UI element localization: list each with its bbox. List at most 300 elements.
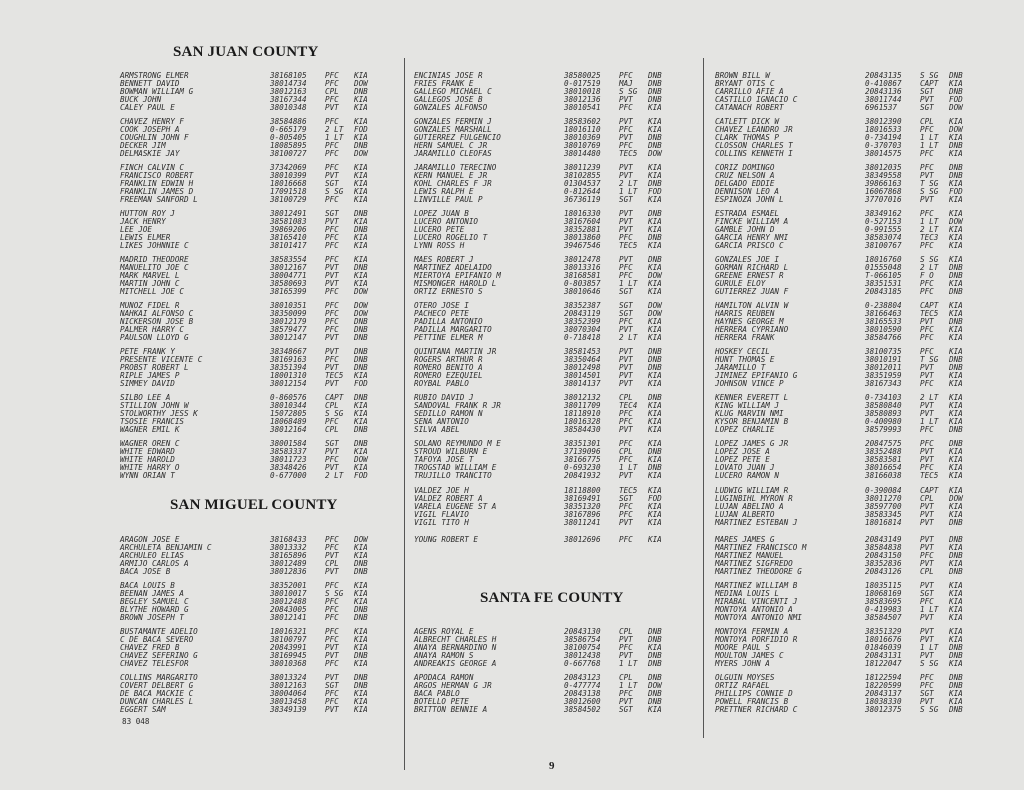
entry-rank: S SG (325, 187, 344, 197)
entry-rank: CAPT (920, 486, 939, 495)
entry-name: TRUJILLO TRANCITO (414, 471, 492, 481)
entry-rank: PVT (325, 347, 339, 356)
entry-status: KIA (648, 643, 662, 653)
entry-serial-number: 38165533 (865, 317, 902, 327)
entry-status: KIA (354, 401, 368, 411)
entry-name: WAGNER EMIL K (120, 425, 180, 435)
entry-name: LOVATO JUAN J (715, 463, 775, 473)
entry-name: ARAGON JOSE E (120, 535, 180, 544)
entry-rank: PFC (325, 95, 339, 105)
entry-serial-number: 18068489 (270, 417, 307, 427)
entry-rank: PFC (920, 347, 934, 356)
entry-serial-number: 38012438 (564, 651, 601, 661)
entry-name: SENA ANTONIO (414, 417, 469, 427)
entry-status: DNB (949, 567, 963, 577)
entry-rank: PVT (920, 613, 934, 623)
entry-status: DNB (949, 535, 963, 544)
entry-rank: PFC (325, 309, 339, 319)
entry-serial-number: 38010646 (564, 287, 601, 297)
entry-serial-number: 18122594 (865, 673, 902, 682)
entry-serial-number: 38100729 (270, 195, 307, 205)
entry-serial-number: 38012390 (865, 117, 902, 126)
entry-status: DNB (949, 317, 963, 327)
entry-rank: PFC (619, 439, 633, 448)
entry-serial-number: 0-803857 (564, 279, 601, 289)
entry-serial-number: 38348667 (270, 347, 307, 356)
entry-rank: CPL (920, 494, 934, 504)
entry-status: KIA (949, 455, 963, 465)
entry-rank: PFC (920, 439, 934, 448)
entry-status: DNB (949, 551, 963, 561)
entry-rank: PFC (920, 681, 934, 691)
entry-name: SILBO LEE A (120, 393, 171, 402)
entry-name: MARTIN JOHN C (120, 279, 180, 289)
entry-status: DNB (949, 681, 963, 691)
entry-rank: PVT (325, 271, 339, 281)
entry-rank: PFC (619, 689, 633, 699)
entry-rank: SGT (325, 681, 339, 691)
entry-status: KIA (648, 287, 662, 297)
entry-name: MARTINEZ ESTEBAN J (715, 518, 798, 528)
entry-status: KIA (648, 439, 662, 448)
entry-rank: PFC (619, 502, 633, 512)
entry-serial-number: 0-400980 (865, 417, 902, 427)
entry-name: MARTINEZ FRANCISCO M (715, 543, 807, 553)
entry-serial-number: 0-812644 (564, 187, 601, 197)
entry-rank: T SG (920, 355, 939, 365)
entry-status: KIA (648, 195, 662, 205)
entry-name: HERN SAMUEL C JR (414, 141, 488, 151)
entry-status: KIA (648, 217, 662, 227)
entry-serial-number: 20843123 (564, 673, 601, 682)
entry-status: DNB (648, 673, 662, 682)
entry-rank: SGT (920, 87, 934, 97)
entry-rank: PFC (325, 141, 339, 151)
entry-status: DOW (949, 103, 963, 113)
entry-name: CARRILLO AFIE A (715, 87, 784, 97)
entry-name: DELGADO EDDIE (715, 179, 775, 189)
entry-serial-number: 38012488 (270, 597, 307, 607)
entry-serial-number: 36736119 (564, 195, 601, 205)
entry-status: DNB (949, 651, 963, 661)
entry-status: KIA (648, 401, 662, 411)
entry-status: DOW (354, 301, 368, 310)
entry-name: ARCHULETA BENJAMIN C (120, 543, 212, 553)
entry-status: KIA (949, 597, 963, 607)
entry-rank: PFC (920, 163, 934, 172)
entry-rank: CPL (619, 627, 633, 636)
entry-name: MONTOYA FERMIN A (715, 627, 789, 636)
entry-rank: MAJ (619, 79, 633, 89)
entry-status: DNB (354, 439, 368, 448)
entry-status: DOW (354, 287, 368, 297)
entry-rank: PVT (619, 217, 633, 227)
entry-status: KIA (354, 417, 368, 427)
entry-serial-number: 38012154 (270, 379, 307, 389)
entry-status: DNB (354, 363, 368, 373)
entry-status: KIA (949, 559, 963, 569)
entry-status: KIA (949, 613, 963, 623)
entry-serial-number: 38352399 (564, 317, 601, 327)
entry-name: DENNISON LEO A (715, 187, 780, 197)
entry-name: KERN MANUEL E JR (414, 171, 488, 181)
entry-rank: PVT (619, 371, 633, 381)
entry-status: KIA (949, 627, 963, 636)
entry-name: CALEY PAUL E (120, 103, 175, 113)
entry-rank: 2 LT (920, 393, 939, 402)
entry-serial-number: 38012179 (270, 317, 307, 327)
entry-name: WYNN ORIAN T (120, 471, 175, 481)
entry-name: MARTINEZ MANUEL (715, 551, 784, 561)
entry-rank: PVT (920, 171, 934, 181)
entry-rank: PVT (619, 163, 633, 172)
entry-rank: PVT (920, 401, 934, 411)
entry-serial-number: 38583695 (865, 597, 902, 607)
entry-serial-number: 38166038 (865, 471, 902, 481)
entry-serial-number: 38070304 (564, 325, 601, 335)
entry-name: FRIES FRANK E (414, 79, 474, 89)
entry-name: LUCERO ROGELIO T (414, 233, 488, 243)
entry-status: DOW (949, 217, 963, 227)
entry-serial-number: 38011744 (865, 95, 902, 105)
entry-rank: 1 LT (619, 681, 638, 691)
entry-rank: SGT (920, 589, 934, 599)
entry-rank: PVT (325, 279, 339, 289)
entry-status: DNB (648, 255, 662, 264)
entry-name: FRANKLIN EDWIN H (120, 179, 194, 189)
entry-status: DNB (949, 271, 963, 281)
entry-rank: PVT (619, 697, 633, 707)
entry-serial-number: 38352387 (564, 301, 601, 310)
entry-rank: PVT (325, 103, 339, 113)
entry-name: TSOSIE FRANCIS (120, 417, 185, 427)
entry-status: KIA (648, 317, 662, 327)
entry-name: CHAVEZ FRED B (120, 643, 180, 653)
entry-serial-number: 38101417 (270, 241, 307, 251)
entry-rank: F O (920, 271, 934, 281)
entry-rank: PFC (325, 605, 339, 615)
entry-status: DNB (949, 87, 963, 97)
entry-name: ROMERO EZEQUIEL (414, 371, 483, 381)
entry-status: KIA (949, 393, 963, 402)
entry-name: CHAVEZ HENRY F (120, 117, 185, 126)
entry-rank: CPL (920, 117, 934, 126)
entry-serial-number: 38167343 (865, 379, 902, 389)
entry-serial-number: 38012167 (270, 263, 307, 273)
entry-rank: PFC (920, 241, 934, 251)
entry-status: KIA (354, 187, 368, 197)
county-heading-san-juan: SAN JUAN COUNTY (173, 44, 319, 60)
entry-serial-number: 18016668 (270, 179, 307, 189)
entry-status: DOW (648, 681, 662, 691)
entry-status: DNB (354, 559, 368, 569)
entry-name: ARMIJO CARLOS A (120, 559, 189, 569)
entry-status: KIA (354, 447, 368, 457)
entry-name: ARGOS HERMAN G JR (414, 681, 492, 691)
entry-serial-number: 38583074 (865, 233, 902, 243)
entry-name: CORIZ DOMINGO (715, 163, 775, 172)
entry-rank: PVT (619, 255, 633, 264)
entry-status: KIA (354, 371, 368, 381)
entry-serial-number: 38352001 (270, 581, 307, 590)
entry-serial-number: 20843131 (865, 651, 902, 661)
entry-status: DOW (354, 535, 368, 544)
entry-name: CATLETT DICK W (715, 117, 780, 126)
entry-status: FOD (648, 494, 662, 504)
entry-name: PADILLA ANTONIO (414, 317, 483, 327)
entry-rank: PVT (619, 363, 633, 373)
entry-name: MITCHELL JOE C (120, 287, 185, 297)
entry-name: VALDEZ ROBERT A (414, 494, 483, 504)
entry-serial-number: 38584502 (564, 705, 601, 715)
entry-status: DNB (648, 71, 662, 80)
entry-name: CLOSSON CHARLES T (715, 141, 793, 151)
entry-status: DOW (354, 455, 368, 465)
entry-name: SILVA ABEL (414, 425, 460, 435)
entry-name: OTERO JOSE I (414, 301, 469, 310)
entry-status: DNB (949, 287, 963, 297)
entry-serial-number: 38012491 (270, 209, 307, 218)
entry-name: BLYTHE HOWARD G (120, 605, 189, 615)
entry-name: BEGLEY SAMUEL C (120, 597, 189, 607)
entry-status: DNB (648, 627, 662, 636)
entry-name: MISMONGER HAROLD L (414, 279, 497, 289)
entry-name: DE BACA MACKIE C (120, 689, 194, 699)
entry-serial-number: 18035115 (865, 581, 902, 590)
entry-serial-number: 38012696 (564, 535, 601, 544)
entry-name: SOLANO REYMUNDO M E (414, 439, 501, 448)
entry-rank: PVT (325, 673, 339, 682)
entry-rank: SGT (619, 705, 633, 715)
entry-rank: PFC (325, 355, 339, 365)
entry-serial-number: 0-410867 (865, 79, 902, 89)
entry-serial-number: 38584886 (270, 117, 307, 126)
entry-serial-number: 18122047 (865, 659, 902, 669)
entry-serial-number: 0-734194 (865, 133, 902, 143)
entry-serial-number: 38583345 (865, 510, 902, 520)
entry-serial-number: 38352836 (865, 559, 902, 569)
entry-status: DOW (354, 79, 368, 89)
entry-serial-number: 18038330 (865, 697, 902, 707)
entry-status: KIA (354, 635, 368, 645)
entry-rank: PFC (325, 301, 339, 310)
entry-name: MEDINA LOUIS L (715, 589, 780, 599)
entry-name: JIMINEZ EPIFANIO G (715, 371, 798, 381)
entry-name: HERRERA CYPRIANO (715, 325, 789, 335)
column-divider (703, 58, 704, 738)
entry-serial-number: T-066105 (865, 271, 902, 281)
entry-rank: CPL (325, 425, 339, 435)
entry-serial-number: 38013324 (270, 673, 307, 682)
entry-serial-number: 38584507 (865, 613, 902, 623)
entry-status: DNB (354, 425, 368, 435)
entry-rank: PVT (325, 705, 339, 715)
entry-rank: 1 LT (920, 217, 939, 227)
entry-status: KIA (354, 463, 368, 473)
entry-name: COUGHLIN JOHN F (120, 133, 189, 143)
entry-serial-number: 20843991 (270, 643, 307, 653)
entry-rank: PFC (325, 543, 339, 553)
entry-serial-number: 20843126 (865, 567, 902, 577)
entry-name: GUTIERREZ FULGENCIO (414, 133, 501, 143)
entry-serial-number: 38012035 (865, 163, 902, 172)
entry-status: DNB (354, 355, 368, 365)
entry-name: PADILLA MARGARITO (414, 325, 492, 335)
entry-status: KIA (949, 486, 963, 495)
entry-name: WHITE HAROLD (120, 455, 175, 465)
entry-serial-number: 20843150 (865, 551, 902, 561)
entry-name: MONTOYA ANTONIO A (715, 605, 793, 615)
entry-status: KIA (949, 543, 963, 553)
entry-name: BRYANT OTIS C (715, 79, 775, 89)
entry-rank: PVT (619, 209, 633, 218)
entry-serial-number: 38350464 (564, 355, 601, 365)
entry-name: PACHECO PETE (414, 309, 469, 319)
entry-status: KIA (354, 589, 368, 599)
entry-name: KLUG MARVIN NMI (715, 409, 784, 419)
entry-name: LOPEZ JOSE A (715, 447, 770, 457)
entry-status: KIA (949, 325, 963, 335)
entry-status: FOD (648, 187, 662, 197)
entry-status: DNB (949, 141, 963, 151)
entry-serial-number: 38011241 (564, 518, 601, 528)
entry-serial-number: 38165410 (270, 233, 307, 243)
entry-serial-number: 37342069 (270, 163, 307, 172)
entry-serial-number: 38580693 (270, 279, 307, 289)
entry-status: KIA (354, 233, 368, 243)
entry-serial-number: 38014480 (564, 149, 601, 159)
entry-serial-number: 0-693230 (564, 463, 601, 473)
entry-serial-number: 38012136 (564, 95, 601, 105)
entry-name: GORMAN RICHARD L (715, 263, 789, 273)
entry-status: DOW (949, 494, 963, 504)
entry-rank: 1 LT (920, 605, 939, 615)
entry-serial-number: 0-677000 (270, 471, 307, 481)
entry-name: VIGIL FLAVIO (414, 510, 469, 520)
entry-rank: PVT (920, 409, 934, 419)
entry-name: LUCERO RAMON N (715, 471, 780, 481)
entry-status: DNB (648, 659, 662, 669)
entry-serial-number: 38352488 (865, 447, 902, 457)
entry-serial-number: 20843136 (865, 87, 902, 97)
entry-rank: PFC (325, 597, 339, 607)
entry-status: KIA (648, 535, 662, 544)
entry-status: KIA (949, 225, 963, 235)
entry-rank: PVT (325, 651, 339, 661)
entry-rank: PVT (619, 225, 633, 235)
entry-status: KIA (949, 697, 963, 707)
county-heading-san-miguel: SAN MIGUEL COUNTY (170, 497, 338, 513)
entry-serial-number: 0-734103 (865, 393, 902, 402)
entry-serial-number: 0-667768 (564, 659, 601, 669)
entry-name: MIRABAL VINCENTI J (715, 597, 798, 607)
entry-name: FREEMAN SANFORD L (120, 195, 198, 205)
entry-status: DOW (648, 271, 662, 281)
entry-status: DNB (648, 635, 662, 645)
entry-status: DNB (354, 209, 368, 218)
entry-name: CASTILLO IGNACIO C (715, 95, 798, 105)
entry-rank: PFC (325, 117, 339, 126)
entry-name: JOHNSON VINCE P (715, 379, 784, 389)
entry-name: ESPINOZA JOHN L (715, 195, 784, 205)
entry-rank: PFC (920, 333, 934, 343)
entry-serial-number: 0-991555 (865, 225, 902, 235)
entry-rank: PFC (920, 673, 934, 682)
entry-serial-number: 38010017 (270, 589, 307, 599)
entry-status: KIA (648, 417, 662, 427)
entry-serial-number: 38004064 (270, 689, 307, 699)
entry-name: MARTINEZ THEODORE G (715, 567, 802, 577)
entry-name: LOPEZ JAMES G JR (715, 439, 789, 448)
entry-status: DNB (648, 209, 662, 218)
entry-status: DNB (949, 355, 963, 365)
entry-status: DNB (648, 87, 662, 97)
entry-rank: PVT (325, 463, 339, 473)
entry-status: KIA (648, 371, 662, 381)
entry-name: BUCK JOHN (120, 95, 162, 105)
entry-serial-number: 20843135 (865, 71, 902, 80)
entry-name: CHAVEZ SEFERINO G (120, 651, 198, 661)
entry-name: LINVILLE PAUL P (414, 195, 483, 205)
entry-rank: PFC (325, 71, 339, 80)
entry-name: TROGSTAD WILLIAM E (414, 463, 497, 473)
entry-status: KIA (648, 103, 662, 113)
entry-rank: PVT (920, 510, 934, 520)
entry-serial-number: 38351531 (865, 279, 902, 289)
entry-name: MARTINEZ ADELAIDO (414, 263, 492, 273)
entry-serial-number: 20843005 (270, 605, 307, 615)
entry-status: KIA (648, 241, 662, 251)
entry-serial-number: 18016110 (564, 125, 601, 135)
entry-serial-number: 38102855 (564, 171, 601, 181)
entry-serial-number: 20843185 (865, 287, 902, 297)
entry-rank: SGT (619, 309, 633, 319)
entry-name: BOTELLO PETE (414, 697, 469, 707)
entry-serial-number: 38168581 (564, 271, 601, 281)
entry-serial-number: 38169491 (564, 494, 601, 504)
entry-status: DNB (648, 393, 662, 402)
entry-status: FOD (354, 379, 368, 389)
entry-name: PALMER HARRY C (120, 325, 185, 335)
entry-serial-number: 39869206 (270, 225, 307, 235)
entry-serial-number: 37707016 (865, 195, 902, 205)
entry-name: LUCERO PETE (414, 225, 465, 235)
entry-status: KIA (648, 486, 662, 495)
entry-rank: PVT (920, 635, 934, 645)
entry-status: KIA (949, 255, 963, 264)
entry-rank: 1 LT (920, 133, 939, 143)
entry-rank: PFC (619, 141, 633, 151)
entry-serial-number: 6961537 (865, 103, 898, 113)
entry-rank: 1 LT (325, 133, 344, 143)
entry-serial-number: 20843119 (564, 309, 601, 319)
entry-rank: CAPT (920, 301, 939, 310)
entry-status: DNB (648, 363, 662, 373)
entry-serial-number: 38169163 (270, 355, 307, 365)
entry-serial-number: 38012141 (270, 613, 307, 623)
entry-name: MONTOYA ANTONIO NMI (715, 613, 802, 623)
entry-status: DNB (949, 263, 963, 273)
entry-name: GONZALES MARSHALL (414, 125, 492, 135)
entry-serial-number: 38014575 (865, 149, 902, 159)
entry-rank: TEC3 (920, 233, 939, 243)
entry-rank: PVT (920, 195, 934, 205)
entry-rank: PFC (920, 209, 934, 218)
entry-status: KIA (949, 379, 963, 389)
entry-serial-number: 38581453 (564, 347, 601, 356)
entry-serial-number: 38012011 (865, 363, 902, 373)
entry-serial-number: 38100797 (270, 635, 307, 645)
